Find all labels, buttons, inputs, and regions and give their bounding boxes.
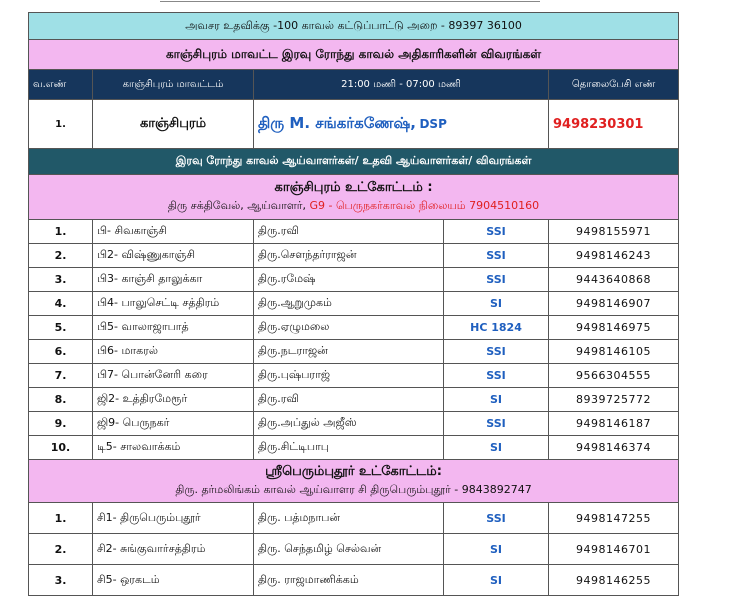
row-officer-name: திரு. செந்தமிழ் செல்வன்	[254, 534, 444, 565]
row-station: பி- சிவகாஞ்சி	[93, 220, 254, 244]
table-row	[29, 268, 679, 292]
police-roster-sheet	[28, 12, 678, 596]
table-row	[29, 316, 679, 340]
subheader-row	[29, 149, 679, 175]
row-sno: 2.	[29, 244, 93, 268]
row-phone: 9443640868	[549, 268, 679, 292]
row-sno: 1.	[29, 220, 93, 244]
row-rank: SSI	[444, 412, 549, 436]
row-sno: 5.	[29, 316, 93, 340]
row-phone: 9498146374	[549, 436, 679, 460]
row-phone: 9498147255	[549, 503, 679, 534]
division2-header	[29, 460, 679, 503]
row-officer-name: திரு.சிட்டிபாபு	[254, 436, 444, 460]
division2-inspector: திரு. தர்மலிங்கம் காவல் ஆய்வாளர சி திருபெரும்புதூர் - 9843892747	[175, 483, 532, 496]
emergency-row	[29, 13, 679, 40]
row-sno: 3.	[29, 268, 93, 292]
subheader: இரவு ரோந்து காவல் ஆய்வாளர்கள்/ உதவி ஆய்வாளர்கள்/ விவரங்கள்	[29, 149, 679, 175]
row-sno: 4.	[29, 292, 93, 316]
row-officer-name: திரு.ஆறுமுகம்	[254, 292, 444, 316]
row-phone: 9498146187	[549, 412, 679, 436]
row-sno: 3.	[29, 565, 93, 596]
row-rank: SI	[444, 292, 549, 316]
emergency-line: அவசர உதவிக்கு -100 காவல் கட்டுப்பாட்டு அறை - 89397 36100	[29, 13, 679, 40]
row-station: பி5- வாலாஜாபாத்	[93, 316, 254, 340]
division1-inspector-station: G9 - பெருநகர்காவல் நிலையம் 7904510160	[309, 199, 540, 212]
row-sno: 2.	[29, 534, 93, 565]
division1-inspector	[33, 197, 674, 215]
page-top-edge	[0, 0, 730, 10]
row-officer-name: திரு.ரமேஷ்	[254, 268, 444, 292]
table-row	[29, 388, 679, 412]
col-time: 21:00 மணி - 07:00 மணி	[254, 70, 549, 100]
table-row	[29, 364, 679, 388]
row-station: சி5- ஒரகடம்	[93, 565, 254, 596]
row-rank: SSI	[444, 220, 549, 244]
row-rank: HC 1824	[444, 316, 549, 340]
row-station: பி4- பாலுசெட்டி சத்திரம்	[93, 292, 254, 316]
table-row	[29, 292, 679, 316]
division2-header-row	[29, 460, 679, 503]
row-rank: SI	[444, 565, 549, 596]
title-row	[29, 40, 679, 70]
row-rank: SSI	[444, 268, 549, 292]
row-rank: SSI	[444, 364, 549, 388]
table-row	[29, 436, 679, 460]
row-sno: 9.	[29, 412, 93, 436]
row-phone: 9498146907	[549, 292, 679, 316]
row-sno: 1.	[29, 503, 93, 534]
row-phone: 9498146243	[549, 244, 679, 268]
row-officer-name: திரு.ஏழுமலை	[254, 316, 444, 340]
col-district: காஞ்சிபுரம் மாவட்டம்	[93, 70, 254, 100]
row-rank: SSI	[444, 244, 549, 268]
row-rank: SI	[444, 436, 549, 460]
row-phone: 9498146105	[549, 340, 679, 364]
row-station: பி7- பொன்னேரி கரை	[93, 364, 254, 388]
row-officer-name: திரு.அப்துல் அஜீஸ்	[254, 412, 444, 436]
table-row	[29, 220, 679, 244]
row-station: ஜி9- பெருநகர்	[93, 412, 254, 436]
table-row	[29, 244, 679, 268]
division1-title: காஞ்சிபுரம் உட்கோட்டம் :	[274, 180, 433, 195]
row-sno: 10.	[29, 436, 93, 460]
roster-table	[28, 12, 679, 596]
table-row	[29, 340, 679, 364]
row-phone: 8939725772	[549, 388, 679, 412]
division1-header-row	[29, 175, 679, 220]
row-phone: 9498155971	[549, 220, 679, 244]
dsp-rank: DSP	[419, 117, 447, 131]
row-officer-name: திரு.நடராஜன்	[254, 340, 444, 364]
dsp-sno: 1.	[29, 100, 93, 149]
row-station: பி6- மாகரல்	[93, 340, 254, 364]
row-rank: SSI	[444, 340, 549, 364]
row-sno: 7.	[29, 364, 93, 388]
row-officer-name: திரு.ரவி	[254, 220, 444, 244]
column-header-row	[29, 70, 679, 100]
dsp-officer	[254, 100, 549, 149]
division1-header	[29, 175, 679, 220]
page-title: காஞ்சிபுரம் மாவட்ட இரவு ரோந்து காவல் அதிகாரிகளின் விவரங்கள்	[29, 40, 679, 70]
col-sno: வ.எண்	[29, 70, 93, 100]
row-station: டி5- சாலவாக்கம்	[93, 436, 254, 460]
division2-title: ஸ்ரீபெரும்புதூர் உட்கோட்டம்:	[265, 464, 442, 479]
row-station: சி2- சுங்குவார்சத்திரம்	[93, 534, 254, 565]
row-sno: 8.	[29, 388, 93, 412]
row-sno: 6.	[29, 340, 93, 364]
row-phone: 9498146255	[549, 565, 679, 596]
row-station: சி1- திருபெரும்புதூர்	[93, 503, 254, 534]
row-officer-name: திரு. பத்மநாபன்	[254, 503, 444, 534]
row-officer-name: திரு. ராஜமாணிக்கம்	[254, 565, 444, 596]
table-row	[29, 534, 679, 565]
table-row	[29, 412, 679, 436]
row-rank: SI	[444, 388, 549, 412]
row-phone: 9498146701	[549, 534, 679, 565]
dsp-district: காஞ்சிபுரம்	[93, 100, 254, 149]
col-phone: தொலைபேசி எண்	[549, 70, 679, 100]
row-station: ஜி2- உத்திரமேரூர்	[93, 388, 254, 412]
row-phone: 9498146975	[549, 316, 679, 340]
row-officer-name: திரு.சௌந்தர்ராஜன்	[254, 244, 444, 268]
row-officer-name: திரு.புஷ்பராஜ்	[254, 364, 444, 388]
row-station: பி3- காஞ்சி தாலுக்கா	[93, 268, 254, 292]
row-station: பி2- விஷ்ணுகாஞ்சி	[93, 244, 254, 268]
dsp-name: திரு M. சங்கர்கணேஷ்,	[258, 114, 416, 132]
row-rank: SSI	[444, 503, 549, 534]
row-rank: SI	[444, 534, 549, 565]
row-officer-name: திரு.ரவி	[254, 388, 444, 412]
dsp-row	[29, 100, 679, 149]
row-phone: 9566304555	[549, 364, 679, 388]
dsp-phone: 9498230301	[549, 100, 679, 149]
table-row	[29, 503, 679, 534]
division1-inspector-prefix: திரு சக்திவேல், ஆய்வாளர்,	[167, 199, 307, 212]
